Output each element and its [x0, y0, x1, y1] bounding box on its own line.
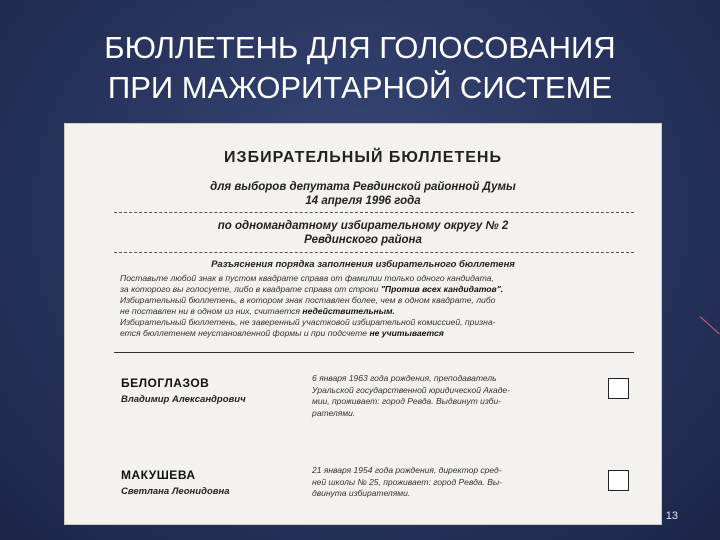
explanation-line: Избирательный бюллетень, не заверенный участковой избирательной комиссией, призна- — [120, 317, 496, 327]
candidate-bio-line: мии, проживает: город Ревда. Выдвинут изби- — [312, 396, 502, 406]
ballot-image — [64, 123, 662, 525]
not-counted-emphasis: не учитывается — [369, 328, 444, 338]
candidate-surname: БЕЛОГЛАЗОВ — [121, 376, 210, 390]
slide-title-line-2: ПРИ МАЖОРИТАРНОЙ СИСТЕМЕ — [107, 70, 613, 105]
page-number: 13 — [665, 510, 678, 522]
explanation-line — [120, 306, 636, 317]
ballot-district-line-1: по одномандатному избирательному округу № 2 — [217, 220, 509, 232]
explanation-heading: Разъяснения порядка заполнения избирательного бюллетеня — [211, 259, 515, 270]
candidate-bio-line: рателями. — [312, 407, 356, 418]
ballot-district-line-2: Ревдинского района — [304, 234, 422, 246]
ballot-subtitle-line-1: для выборов депутата Ревдинской районной Думы — [210, 181, 516, 193]
explanation-line — [120, 328, 636, 339]
candidate-surname: МАКУШЕВА — [121, 468, 196, 482]
ballot-title: ИЗБИРАТЕЛЬНЫЙ БЮЛЛЕТЕНЬ — [224, 149, 502, 166]
divider — [114, 352, 634, 353]
against-all-emphasis: "Против всех кандидатов". — [380, 284, 504, 294]
invalid-emphasis: недействительным. — [302, 306, 395, 316]
candidate-bio-line: Уральской государственной юридической Акаде- — [312, 384, 510, 395]
candidate-bio — [312, 373, 612, 419]
candidate-given-names: Владимир Александрович — [121, 394, 246, 405]
vote-checkbox[interactable] — [608, 470, 629, 491]
decorative-line — [700, 316, 720, 334]
vote-checkbox[interactable] — [608, 378, 629, 399]
candidate-bio-line: 6 января 1963 года рождения, преподаватель — [312, 373, 497, 383]
explanation-line — [120, 284, 636, 295]
explanation-line-text: ется бюллетенем неустановленной формы и при подсчете — [120, 328, 368, 338]
candidate-bio-line: двинута избирателями. — [312, 488, 411, 498]
slide-title-line-1: БЮЛЛЕТЕНЬ ДЛЯ ГОЛОСОВАНИЯ — [104, 30, 616, 65]
slide-title — [0, 28, 720, 108]
candidate-given-names: Светлана Леонидовна — [121, 486, 230, 497]
explanation-line-text: не поставлен ни в одном из них, считается — [120, 306, 301, 316]
explanation-line: Избирательный бюллетень, в котором знак поставлен более, чем в одном квадрате, либо — [120, 295, 496, 305]
divider — [114, 212, 634, 213]
candidate-bio — [312, 465, 612, 500]
explanation-line-text: за которого вы голосуете, либо в квадрате справа от строки — [120, 284, 379, 294]
candidate-bio-line: ней школы № 25, проживает: город Ревда. Вы- — [312, 476, 502, 487]
candidate-bio-line: 21 января 1954 года рождения, директор сред- — [312, 465, 502, 475]
divider — [114, 252, 634, 253]
explanation-line: Поставьте любой знак в пустом квадрате справа от фамилии только одного кандидата, — [120, 273, 494, 283]
ballot-subtitle-line-2: 14 апреля 1996 года — [305, 195, 421, 207]
